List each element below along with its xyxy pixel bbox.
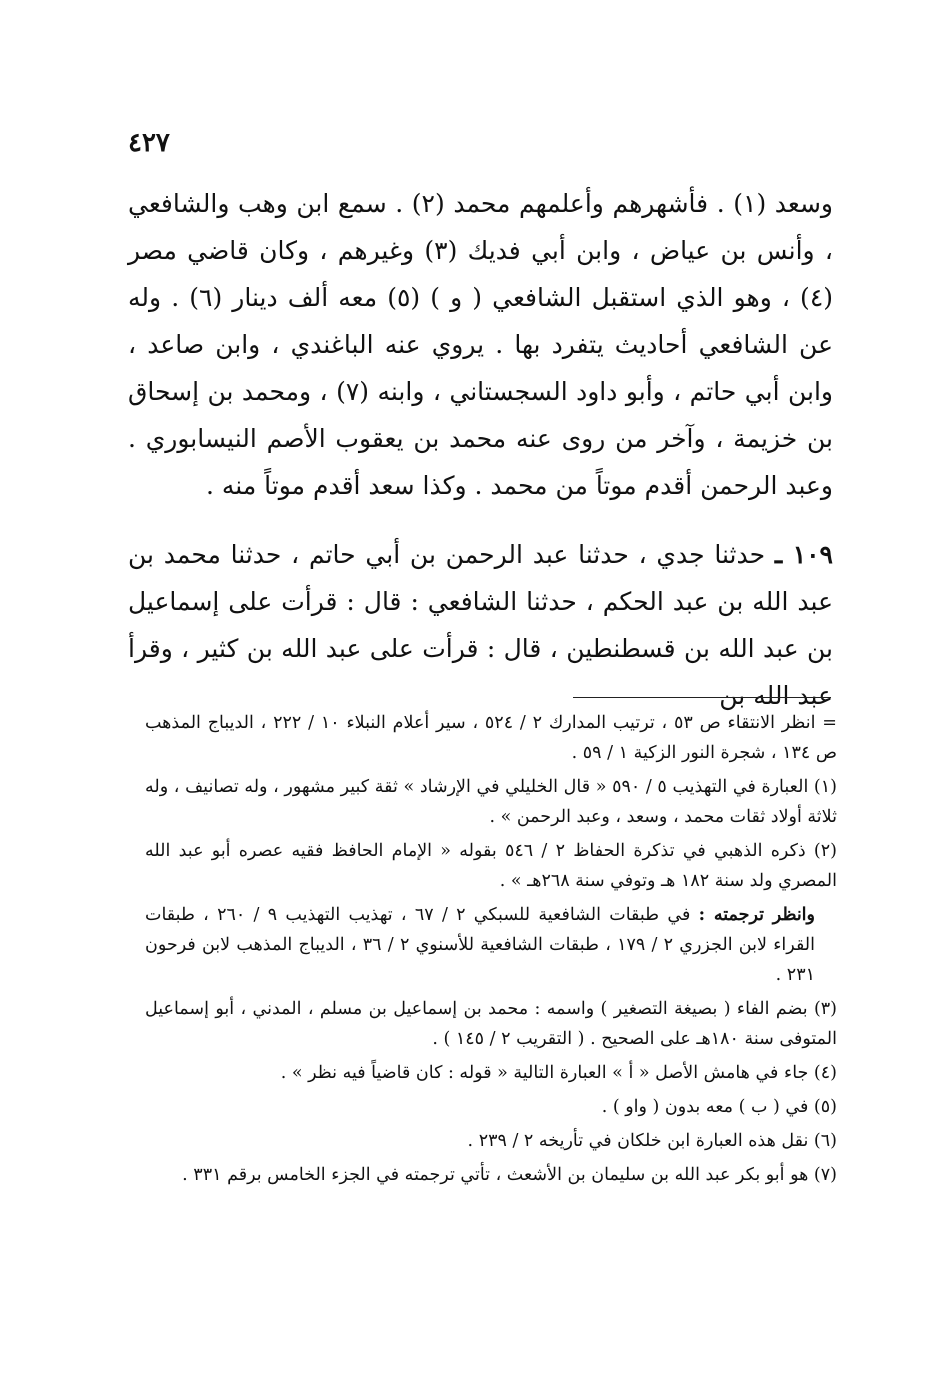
footnote-2-translations (145, 900, 837, 990)
footnote-3: (٣) بضم الفاء ( بصيغة التصغير ) واسمه : محمد بن إسماعيل بن مسلم ، المدني ، أبو إسماعيل المتوفى سنة ١٨٠هـ على الصحيح . ( التقريب ٢ / ١٤٥ ) . (145, 999, 837, 1049)
footnote-6: (٦) نقل هذه العبارة ابن خلكان في تأريخه ٢ / ٢٣٩ . (467, 1131, 837, 1151)
translations-text: في طبقات الشافعية للسبكي ٢ / ٦٧ ، تهذيب التهذيب ٩ / ٢٦٠ ، طبقات القراء لابن الجزري ٢ / ١٧٩ ، طبقات الشافعية للأسنوي ٢ / ٣٦ ، الديباج المذهب لابن فرحون ٢٣١ . (145, 905, 815, 985)
footnote-5: (٥) في ( ب ) معه بدون ( واو ) . (601, 1097, 837, 1117)
hadith-text: حدثنا جدي ، حدثنا عبد الرحمن بن أبي حاتم ، حدثنا محمد بن عبد الله بن عبد الحكم ، حدثنا الشافعي : قال : قرأت على إسماعيل بن عبد الله بن قسطنطين ، قال : قرأت على عبد الله بن كثير ، وقرأ عبد الله بن (128, 540, 833, 710)
footnotes (145, 708, 837, 1194)
footnote-2: (٢) ذكره الذهبي في تذكرة الحفاظ ٢ / ٥٤٦ بقوله « الإمام الحافظ فقيه عصره أبو عبد الله المصري ولد سنة ١٨٢ هـ وتوفي سنة ٢٦٨هـ » . (145, 841, 837, 891)
footnote-7: (٧) هو أبو بكر عبد الله بن سليمان بن الأشعث ، تأتي ترجمته في الجزء الخامس برقم ٣٣١ . (182, 1165, 837, 1185)
hadith-number: ١٠٩ ـ (774, 540, 833, 569)
footnote-continuation: = انظر الانتقاء ص ٥٣ ، ترتيب المدارك ٢ / ٥٢٤ ، سير أعلام النبلاء ١٠ / ٢٢٢ ، الديباج المذهب ص ١٣٤ ، شجرة النور الزكية ١ / ٥٩ . (145, 713, 837, 763)
hadith-paragraph (128, 531, 833, 719)
page-number: ٤٢٧ (128, 128, 170, 158)
footnote-4: (٤) جاء في هامش الأصل « أ » العبارة التالية « قوله : كان قاضياً فيه نظر » . (280, 1063, 837, 1083)
main-text (128, 180, 833, 719)
footnote-1: (١) العبارة في التهذيب ٥ / ٥٩٠ « قال الخليلي في الإرشاد » ثقة كبير مشهور ، وله تصانيف ، وله ثلاثة أولاد ثقات محمد ، وسعد ، وعبد الرحمن » . (145, 777, 837, 827)
translations-label: وانظر ترجمته : (698, 905, 815, 925)
paragraph-1: وسعد (١) . فأشهرهم وأعلمهم محمد (٢) . سمع ابن وهب والشافعي ، وأنس بن عياض ، وابن أبي فديك (٣) وغيرهم ، وكان قاضي مصر (٤) ، وهو الذي استقبل الشافعي ( و ) (٥) معه ألف دينار (٦) . وله عن الشافعي أحاديث يتفرد بها . يروي عنه الباغندي ، وابن صاعد ، وابن أبي حاتم ، وأبو داود السجستاني ، وابنه (٧) ، ومحمد بن إسحاق بن خزيمة ، وآخر من روى عنه محمد بن يعقوب الأصم النيسابوري . وعبد الرحمن أقدم موتاً من محمد . وكذا سعد أقدم موتاً منه . (128, 189, 834, 500)
footnote-divider (573, 697, 831, 698)
